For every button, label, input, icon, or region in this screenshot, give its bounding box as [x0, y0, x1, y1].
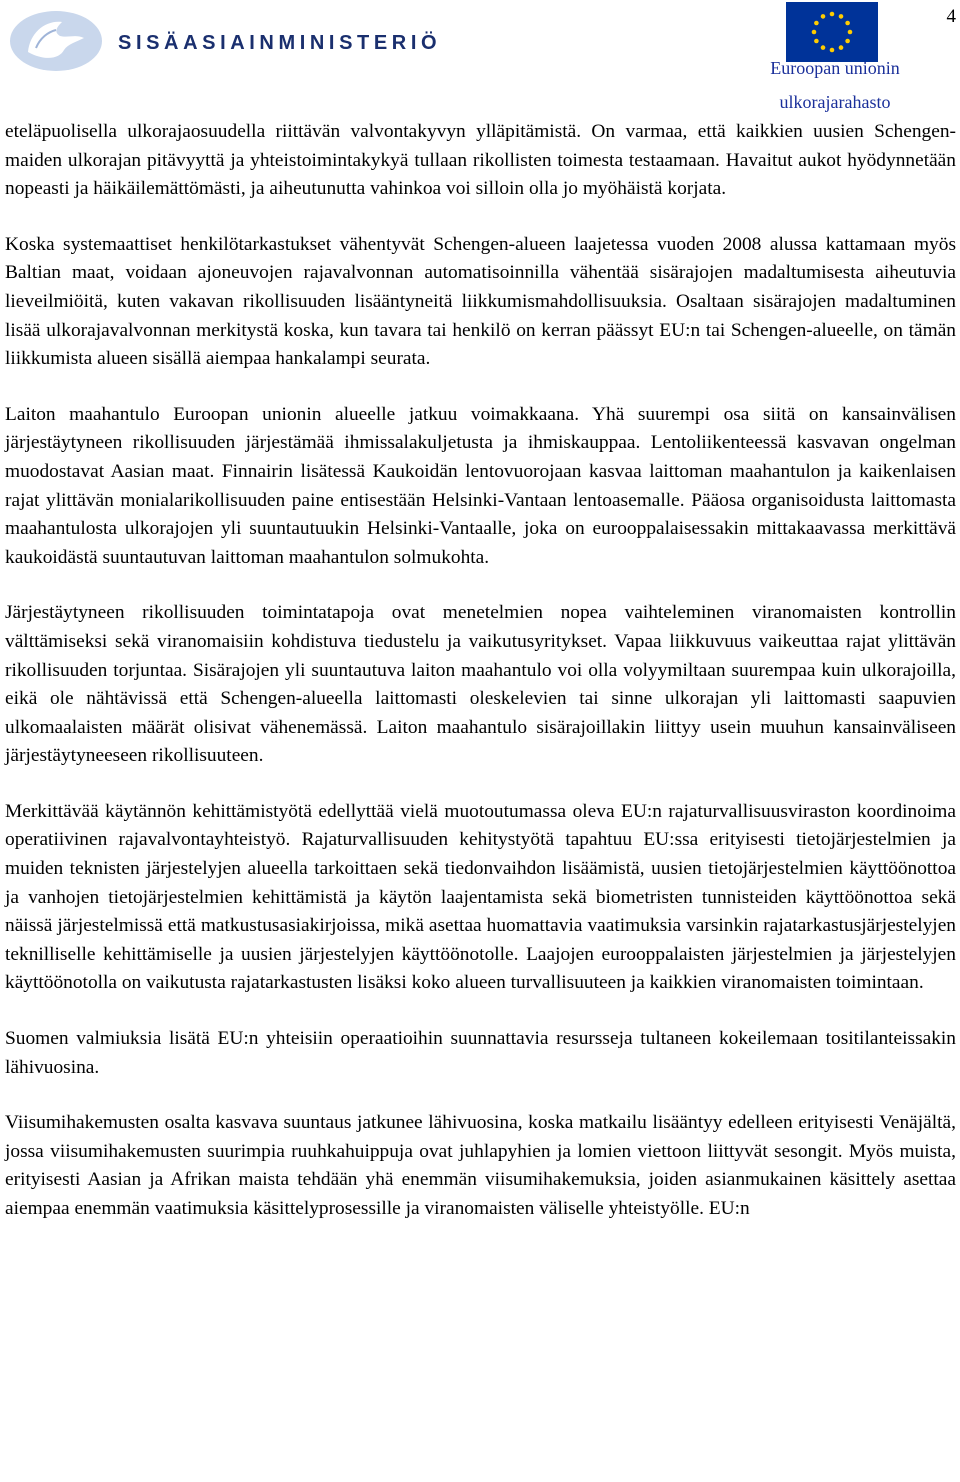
ministry-emblem-icon — [6, 8, 106, 74]
eu-fund-name-line2: ulkorajarahasto — [779, 92, 891, 112]
paragraph: Merkittävää käytännön kehittämistyötä edellyttää vielä muotoutumassa oleva EU:n rajaturvallisuusviraston koordinoima operatiivinen rajavalvontayhteistyö. Rajaturvallisuuden kehitystyötä tapahtuu EU:ssa erityisesti tietojärjestelmien ja muiden teknisten järjestelyjen alueella tarkoittaen sekä tiedonvaihdon lisäämistä, uusien tietojärjestelmien käyttöönottoa ja vanhojen tietojärjestelmien kehittämistä ja käytön laajentamista sekä biometristen tunnisteiden käyttöönottoa sekä näissä järjestelmissä että matkustusasiakirjoissa, mikä asettaa huomattavia vaatimuksia varsinkin rajatarkastusjärjestelyjen teknilliselle kehittämiselle ja uusien järjestelyjen käyttöönotolle. Laajojen eurooppalaisten järjestelmien ja järjestelyjen käyttöönotolla on vaikutusta rajatarkastusten lisäksi koko alueen turvallisuuteen ja kaikkien viranomaisten toimintaan. — [5, 800, 956, 994]
ministry-name: SISÄASIAINMINISTERIÖ — [118, 32, 442, 54]
page-number: 4 — [946, 6, 956, 27]
paragraph: Suomen valmiuksia lisätä EU:n yhteisiin operaatioihin suunnattavia resursseja tultaneen kokeilemaan tositilanteissakin lähivuosina. — [5, 1028, 956, 1078]
paragraph: Laiton maahantulo Euroopan unionin alueelle jatkuu voimakkaana. Yhä suurempi osa siitä on kansainvälisen järjestäytyneen rikollisuuden järjestämää ihmissalakuljetusta ja ihmiskauppaa. Lentoliikenteessä kasvavan ongelman muodostavat Aasian maat. Finnairin lisätessä Kaukoidän lentovuorojaan kasvaa laittoman maahantulon ja kaikenlaisen rajat ylittävän monialarikollisuuden paine entisestään Helsinki-Vantaan lentoasemalle. Pääosa organisoidusta laittomasta maahantulosta ulkorajojen yli suuntautuukin Helsinki-Vantaalle, joka on eurooppalaisessakin mittakaavassa merkittävä kaukoidästä suuntautuvan laittoman maahantulon solmukohta. — [5, 403, 956, 568]
paragraph: Järjestäytyneen rikollisuuden toimintatapoja ovat menetelmien nopea vaihteleminen viranomaisten kontrollin välttämiseksi sekä viranomaisiin kohdistuva tiedustelu ja vaikutusyritykset. Vapaa liikkuvuus vaikeuttaa rajat ylittävän rikollisuuden torjuntaa. Sisärajojen yli suuntautuva laiton maahantulo voi olla volyymiltaan suurempaa kuin ulkorajoilla, eikä ole nähtävissä että Schengen-alueella laittomasti oleskelevien tai sinne ulkorajan yli laittomasti saapuvien ulkomaalaisten määrät olisivat vähenemässä. Laiton maahantulo sisärajoillakin liittyy usein muuhun kansainväliseen järjestäytyneeseen rikollisuuteen. — [5, 602, 956, 767]
paragraph: Koska systemaattiset henkilötarkastukset vähentyvät Schengen-alueen laajetessa vuoden 2008 alussa kattamaan myös Baltian maat, voidaan ajoneuvojen rajavalvonnan automatisoinnilla vähentää sisärajojen madaltumisesta aiheutuvia lieveilmiöitä, kuten vakavan rikollisuuden lisääntyneitä liikkumismahdollisuuksia. Osaltaan sisärajojen madaltuminen lisää ulkorajavalvonnan merkitystä koska, kun tavara tai henkilö on kerran päässyt EU:n tai Schengen-alueelle, on tämän liikkumista alueen sisällä aiempaa hankalampi seurata. — [5, 233, 956, 370]
page-header — [0, 0, 960, 120]
paragraph: Viisumihakemusten osalta kasvava suuntaus jatkunee lähivuosina, koska matkailu lisääntyy edelleen erityisesti Venäjältä, jossa viisumihakemusten suurimpia ruuhkahuippuja ovat juhlapyhien ja lomien viettoon liittyvät sesongit. Myös muista, erityisesti Aasian ja Afrikan maista tehdään yhä enemmän viisumihakemuksia, joiden asianmukainen käsittely asettaa aiempaa enemmän vaatimuksia käsittelyprosessille ja viranomaisten väliselle yhteistyölle. EU:n — [5, 1112, 956, 1219]
paragraph: eteläpuolisella ulkorajaosuudella riittävän valvontakyvyn ylläpitämistä. On varmaa, että kaikkien uusien Schengen-maiden ulkorajan pitävyyttä ja yhteistoimintakykyä tullaan rikollisten toimesta testaamaan. Havaitut aukot hyödynnetään nopeasti ja häikäilemättömästi, ja aiheutunutta vahinkoa voi silloin olla jo myöhäistä korjata. — [5, 121, 956, 200]
eu-flag-icon — [786, 2, 878, 62]
document-body — [5, 118, 956, 1251]
eu-fund-name-line1: Euroopan unionin — [770, 58, 900, 78]
